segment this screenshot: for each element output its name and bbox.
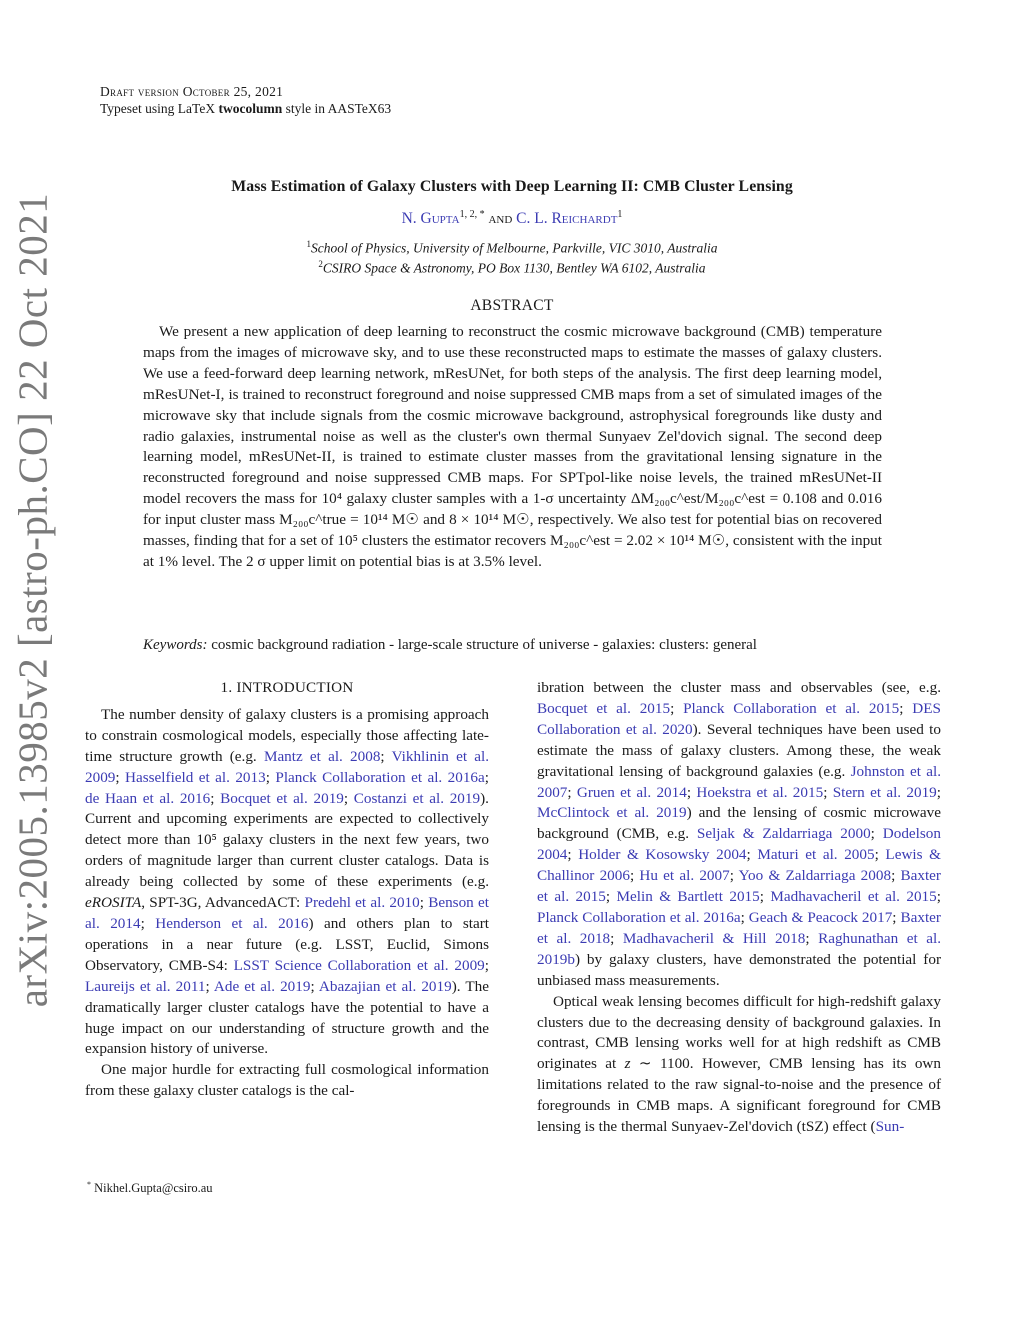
citation-link[interactable]: de Haan et al. 2016 <box>85 789 211 807</box>
paper-title: Mass Estimation of Galaxy Clusters with Deep Learning II: CMB Cluster Lensing <box>231 178 793 195</box>
keywords <box>143 637 903 654</box>
citation-link[interactable]: Gruen et al. 2014 <box>576 783 687 801</box>
citation-link[interactable]: Laureijs et al. 2011 <box>85 977 206 995</box>
author-gupta-marks: 1, 2, * <box>459 209 485 220</box>
citation-link[interactable]: Predehl et al. 2010 <box>304 894 420 912</box>
citation-link[interactable]: Melin & Bartlett 2015 <box>616 888 760 906</box>
draft-line: Draft version October 25, 2021 <box>100 84 284 99</box>
citation-link[interactable]: Hasselfield et al. 2013 <box>125 768 266 786</box>
intro-paragraph-3: Optical weak lensing becomes difficult for high-redshift galaxy clusters due to the decreasing density of background galaxies. In contrast, CMB lensing works well for at high redshift as CMB originates at z ∼ 1100. However, CMB lensing has its own limitations related to the raw signal-to-noise and the presence of foregrounds in CMB maps. A significant foreground for CMB lensing is the thermal Sunyaev-Zel'dovich (tSZ) effect (Sun- <box>537 992 941 1136</box>
intro-paragraph-1: The number density of galaxy clusters is a promising approach to constrain cosmological models, especially those affecting late-time structure growth (e.g. Mantz et al. 2008; Vikhlinin et al. 2009; Hasselfield et al. 2013; Planck Collaboration et al. 2016a; de Haan et al. 2016; Bocquet et al. 2019; Costanzi et al. 2019). Current and upcoming experiments are expected to collectively detect more than 10⁵ galaxy clusters in the next few years, two orders of magnitude larger than current cluster catalogs. Data is already being collected by some of these experiments (e.g. eROSITA, SPT-3G, AdvancedACT: Predehl et al. 2010; Benson et al. 2014; Henderson et al. 2016) and others plan to start operations in a near future (e.g. LSST, Euclid, Simons Observatory, CMB-S4: LSST Science Collaboration et al. 2009; Laureijs et al. 2011; Ade et al. 2019; Abazajian et al. 2019). The dramatically larger cluster catalogs have the potential to have a huge impact on our understanding of structure growth and the expansion history of universe. <box>85 705 489 1058</box>
italic-text: z <box>624 1055 631 1073</box>
intro-paragraph-2-continued: ibration between the cluster mass and observables (see, e.g. Bocquet et al. 2015; Planck Collaboration et al. 2015; DES Collaboration et al. 2020). Several techniques have been used to estimate the mass of galaxy clusters. Among these, the weak gravitational lensing of background galaxies (e.g. Johnston et al. 2007; Gruen et al. 2014; Hoekstra et al. 2015; Stern et al. 2019; McClintock et al. 2019) and the lensing of cosmic microwave background (CMB, e.g. Seljak & Zaldarriaga 2000; Dodelson 2004; Holder & Kosowsky 2004; Maturi et al. 2005; Lewis & Challinor 2006; Hu et al. 2007; Yoo & Zaldarriaga 2008; Baxter et al. 2015; Melin & Bartlett 2015; Madhavacheril et al. 2015; Planck Collaboration et al. 2016a; Geach & Peacock 2017; Baxter et al. 2018; Madhavacheril & Hill 2018; Raghunathan et al. 2019b) by galaxy clusters, have demonstrated the potential for unbiased mass measurements. <box>537 679 942 989</box>
citation-link[interactable]: Hu et al. 2007 <box>639 867 730 885</box>
citation-link[interactable]: Planck Collaboration et al. 2016a <box>537 908 741 926</box>
author-conjunction: and <box>488 210 513 228</box>
citation-link[interactable]: Bocquet et al. 2019 <box>220 789 344 807</box>
citation-link[interactable]: Sun- <box>875 1118 905 1136</box>
style-word: twocolumn <box>218 101 283 116</box>
citation-link[interactable]: Abazajian et al. 2019 <box>318 977 452 995</box>
citation-link[interactable]: Holder & Kosowsky 2004 <box>578 846 747 864</box>
abstract-heading: ABSTRACT <box>470 297 554 314</box>
author-reichardt-marks: 1 <box>617 209 623 220</box>
right-column <box>537 678 941 1138</box>
citation-link[interactable]: Ade et al. 2019 <box>213 977 311 995</box>
citation-link[interactable]: Planck Collaboration et al. 2016a <box>275 768 485 786</box>
citation-link[interactable]: Yoo & Zaldarriaga 2008 <box>738 867 892 885</box>
author-list <box>0 209 1024 228</box>
author-gupta[interactable]: N. Gupta <box>401 210 460 228</box>
abstract-text: We present a new application of deep learning to reconstruct the cosmic microwave background (CMB) temperature maps from the images of microwave sky, and to use these reconstructed maps to estimate the masses of galaxy clusters. We use a feed-forward deep learning network, mResUNet, for both steps of the analysis. The first deep learning model, mResUNet-I, is trained to reconstruct foreground and noise suppressed CMB maps from a set of simulated images of the microwave sky that include signals from the cosmic microwave background, astrophysical foregrounds like dusty and radio galaxies, instrumental noise as well as the cluster's own thermal Sunyaev Zel'dovich signal. The second deep learning model, mResUNet-II, is trained to estimate cluster masses from the gravitational lensing signature in the reconstructed foreground and noise suppressed CMB maps. For SPTpol-like noise levels, the trained mResUNet-II model recovers the mass for 10⁴ galaxy cluster samples with a 1-σ uncertainty ΔM₂₀₀c^est/M₂₀₀c^est = 0.108 and 0.016 for input cluster mass M₂₀₀c^true = 10¹⁴ M☉ and 8 × 10¹⁴ M☉, respectively. We also test for potential bias on recovered masses, finding that for a set of 10⁵ clusters the estimator recovers M₂₀₀c^est = 2.02 × 10¹⁴ M☉, consistent with the input at 1% level. The 2 σ upper limit on potential bias is at 3.5% level. <box>143 323 882 570</box>
keywords-text: cosmic background radiation - large-scale structure of universe - galaxies: clusters: general <box>211 637 757 653</box>
citation-link[interactable]: DES Collaboration et al. 2020 <box>537 699 941 738</box>
citation-link[interactable]: Johnston et al. 2007 <box>537 762 942 801</box>
preamble <box>100 83 391 117</box>
arxiv-identifier: arXiv:2005.13985v2 [astro-ph.CO] 22 Oct 2021 <box>9 192 55 1008</box>
citation-link[interactable]: Madhavacheril et al. 2015 <box>770 888 937 906</box>
citation-link[interactable]: Mantz et al. 2008 <box>263 747 381 765</box>
footnote: * Nikhel.Gupta@csiro.au <box>87 1180 213 1196</box>
citation-link[interactable]: Bocquet et al. 2015 <box>537 699 671 717</box>
citation-link[interactable]: Lewis & Challinor 2006 <box>537 846 941 885</box>
citation-link[interactable]: Benson et al. 2014 <box>85 894 489 932</box>
citation-link[interactable]: Baxter et al. 2018 <box>537 908 941 947</box>
citation-link[interactable]: Hoekstra et al. 2015 <box>696 783 824 801</box>
citation-link[interactable]: Henderson et al. 2016 <box>155 914 309 932</box>
citation-link[interactable]: Madhavacheril & Hill 2018 <box>622 929 806 947</box>
keywords-label: Keywords: <box>143 637 208 653</box>
citation-link[interactable]: Planck Collaboration et al. 2015 <box>683 699 900 717</box>
citation-link[interactable]: Seljak & Zaldarriaga 2000 <box>696 825 871 843</box>
citation-link[interactable]: McClintock et al. 2019 <box>537 804 687 822</box>
author-reichardt[interactable]: C. L. Reichardt <box>516 210 618 228</box>
citation-link[interactable]: LSST Science Collaboration et al. 2009 <box>233 956 485 974</box>
left-column <box>85 678 489 1102</box>
citation-link[interactable]: Vikhlinin et al. 2009 <box>85 747 489 786</box>
citation-link[interactable]: Stern et al. 2019 <box>832 783 937 801</box>
citation-link[interactable]: Geach & Peacock 2017 <box>748 908 893 926</box>
arxiv-stamp <box>6 192 58 1008</box>
italic-text: eROSITA <box>85 894 142 912</box>
intro-paragraph-2-start: One major hurdle for extracting full cosmological information from these galaxy cluster catalogs is the cal- <box>85 1061 489 1100</box>
latex-logo: LaTeX <box>177 101 216 116</box>
citation-link[interactable]: Raghunathan et al. 2019b <box>537 929 941 968</box>
affiliation-1: $^1$School of Physics, University of Melbourne, Parkville, VIC 3010, Australia <box>306 239 718 256</box>
typeset-line: Typeset using LaTeX twocolumn style in AASTeX63 <box>100 101 392 116</box>
section-heading: 1. INTRODUCTION <box>220 679 354 696</box>
footnote-email[interactable]: Nikhel.Gupta@csiro.au <box>94 1181 213 1196</box>
citation-link[interactable]: Maturi et al. 2005 <box>757 846 875 864</box>
citation-link[interactable]: Costanzi et al. 2019 <box>353 789 481 807</box>
affiliation-2: $^2$CSIRO Space & Astronomy, PO Box 1130, Bentley WA 6102, Australia <box>318 259 706 276</box>
citation-link[interactable]: Baxter et al. 2015 <box>537 867 941 906</box>
citation-link[interactable]: Dodelson 2004 <box>537 825 941 864</box>
